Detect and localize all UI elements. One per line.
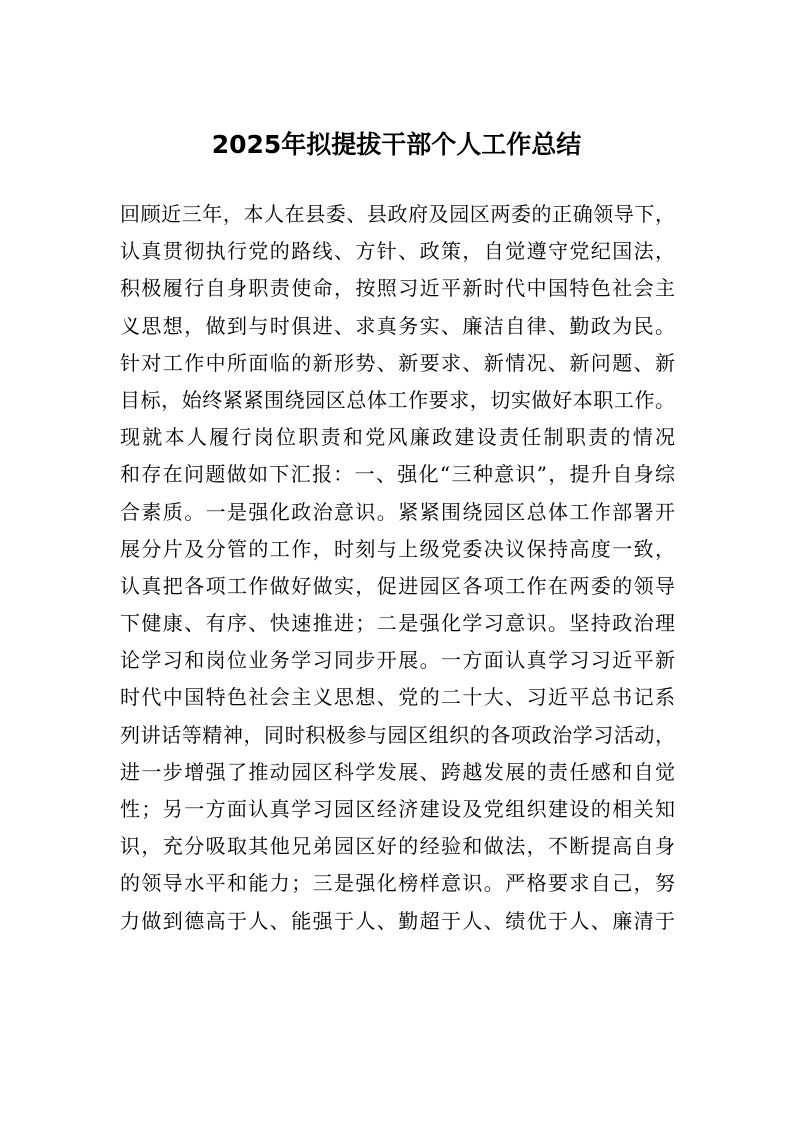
body-line: 时代中国特色社会主义思想、党的二十大、习近平总书记系 (120, 685, 675, 710)
body-line: 列讲话等精神，同时积极参与园区组织的各项政治学习活动， (120, 722, 675, 747)
body-line: 进一步增强了推动园区科学发展、跨越发展的责任感和自觉 (120, 759, 675, 784)
body-line: 针对工作中所面临的新形势、新要求、新情况、新问题、新 (120, 350, 675, 375)
body-line: 论学习和岗位业务学习同步开展。一方面认真学习习近平新 (120, 648, 675, 673)
body-line: 积极履行自身职责使命，按照习近平新时代中国特色社会主 (120, 276, 675, 301)
body-line: 的领导水平和能力；三是强化榜样意识。严格要求自己，努 (120, 871, 675, 896)
document-title: 2025年拟提拔干部个人工作总结 (211, 130, 582, 159)
body-line: 认真贯彻执行党的路线、方针、政策，自觉遵守党纪国法， (120, 239, 675, 264)
body-line: 性；另一方面认真学习园区经济建设及党组织建设的相关知 (120, 797, 675, 821)
body-line: 认真把各项工作做好做实，促进园区各项工作在两委的领导 (120, 573, 675, 598)
body-line: 义思想，做到与时俱进、求真务实、廉洁自律、勤政为民。 (120, 313, 675, 338)
body-line: 合素质。一是强化政治意识。紧紧围绕园区总体工作部署开 (120, 499, 675, 524)
document-body (120, 196, 675, 940)
body-line: 识，充分吸取其他兄弟园区好的经验和做法，不断提高自身 (120, 834, 675, 859)
body-line: 下健康、有序、快速推进；二是强化学习意识。坚持政治理 (120, 611, 675, 636)
body-line: 目标，始终紧紧围绕园区总体工作要求，切实做好本职工作。 (120, 387, 675, 412)
body-line: 展分片及分管的工作，时刻与上级党委决议保持高度一致， (120, 536, 675, 561)
body-line: 力做到德高于人、能强于人、勤超于人、绩优于人、廉清于 (120, 908, 675, 933)
body-line: 和存在问题做如下汇报：一、强化“三种意识”，提升自身综 (120, 462, 675, 487)
body-line: 回顾近三年，本人在县委、县政府及园区两委的正确领导下， (120, 202, 675, 226)
body-line: 现就本人履行岗位职责和党风廉政建设责任制职责的情况 (120, 425, 675, 450)
